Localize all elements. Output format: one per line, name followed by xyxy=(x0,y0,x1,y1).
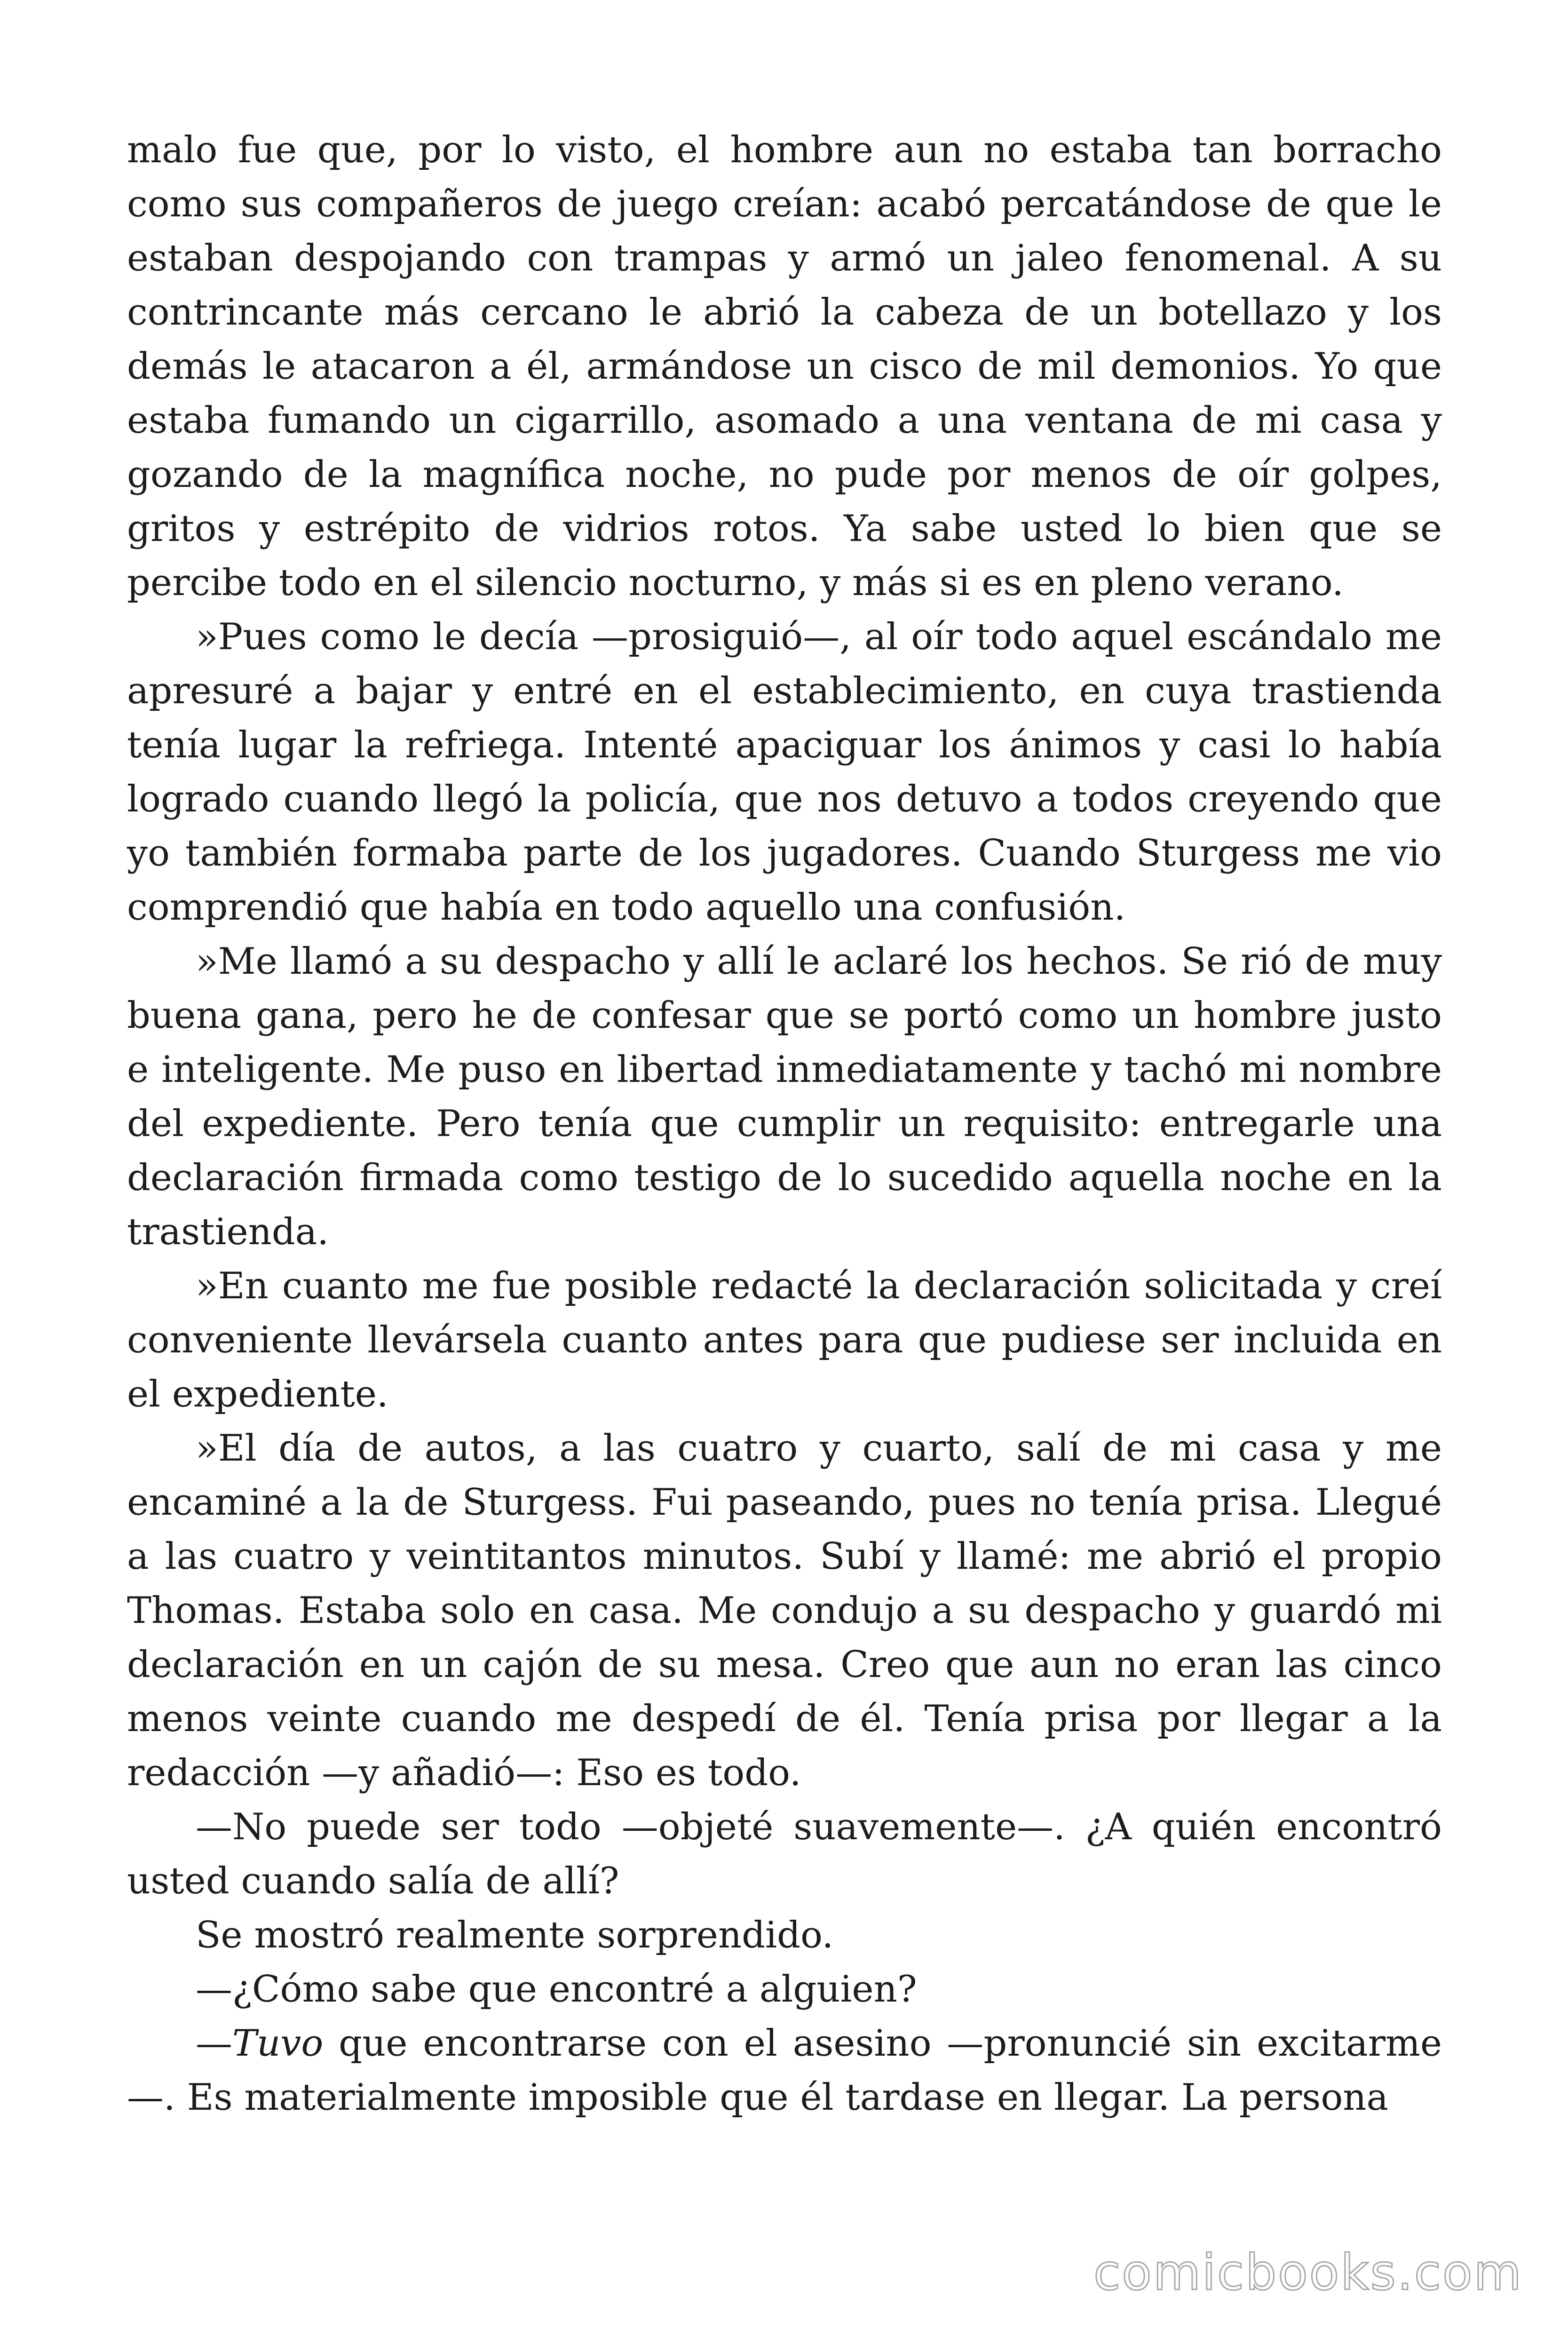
paragraph-rest: que encontrarse con el asesino —pronuncié sin excitarme —. Es materialmente imposible que él tardase en llegar. La persona xyxy=(127,2022,1442,2119)
italic-word: Tuvo xyxy=(232,2022,324,2065)
paragraph: »Pues como le decía —prosiguió—, al oír todo aquel escándalo me apresuré a bajar y entré en el establecimiento, en cuya trastienda tenía lugar la refriega. Intenté apaciguar los ánimos y casi lo había logrado cuando llegó la policía, que nos detuvo a todos creyendo que yo también formaba parte de los jugadores. Cuando Sturgess me vio comprendió que había en todo aquello una confusión. xyxy=(127,616,1442,929)
paragraph: Se mostró realmente sorprendido. xyxy=(196,1914,834,1956)
paragraph: —¿Cómo sabe que encontré a alguien? xyxy=(196,1968,917,2010)
paragraph: malo fue que, por lo visto, el hombre aun no estaba tan borracho como sus compañeros de juego creían: acabó percatándose de que le estaban despojando con trampas y armó un jaleo fenomenal. A su contrincante más cercano le abrió la cabeza de un botellazo y los demás le atacaron a él, armándose un cisco de mil demonios. Yo que estaba fumando un cigarrillo, asomado a una ventana de mi casa y gozando de la magnífica noche, no pude por menos de oír golpes, gritos y estrépito de vidrios rotos. Ya sabe usted lo bien que se percibe todo en el silencio nocturno, y más si es en pleno verano. xyxy=(127,129,1442,604)
paragraph: —No puede ser todo —objeté suavemente—. ¿A quién encontró usted cuando salía de allí? xyxy=(127,1806,1442,1902)
paragraph-prefix: — xyxy=(196,2022,232,2065)
paragraph xyxy=(127,2017,1442,2125)
book-page-text xyxy=(127,123,1442,2125)
paragraph: »Me llamó a su despacho y allí le aclaré los hechos. Se rió de muy buena gana, pero he de confesar que se portó como un hombre justo e inteligente. Me puso en libertad inmediatamente y tachó mi nombre del expediente. Pero tenía que cumplir un requisito: entregarle una declaración firmada como testigo de lo sucedido aquella noche en la trastienda. xyxy=(127,940,1442,1253)
paragraph: »El día de autos, a las cuatro y cuarto, salí de mi casa y me encaminé a la de Sturgess. Fui paseando, pues no tenía prisa. Llegué a las cuatro y veintitantos minutos. Subí y llamé: me abrió el propio Thomas. Estaba solo en casa. Me condujo a su despacho y guardó mi declaración en un cajón de su mesa. Creo que aun no eran las cinco menos veinte cuando me despedí de él. Tenía prisa por llegar a la redacción —y añadió—: Eso es todo. xyxy=(127,1427,1442,1794)
paragraph: »En cuanto me fue posible redacté la declaración solicitada y creí conveniente llevársela cuanto antes para que pudiese ser incluida en el expediente. xyxy=(127,1265,1442,1415)
watermark: comicbooks.com xyxy=(1093,2244,1523,2301)
